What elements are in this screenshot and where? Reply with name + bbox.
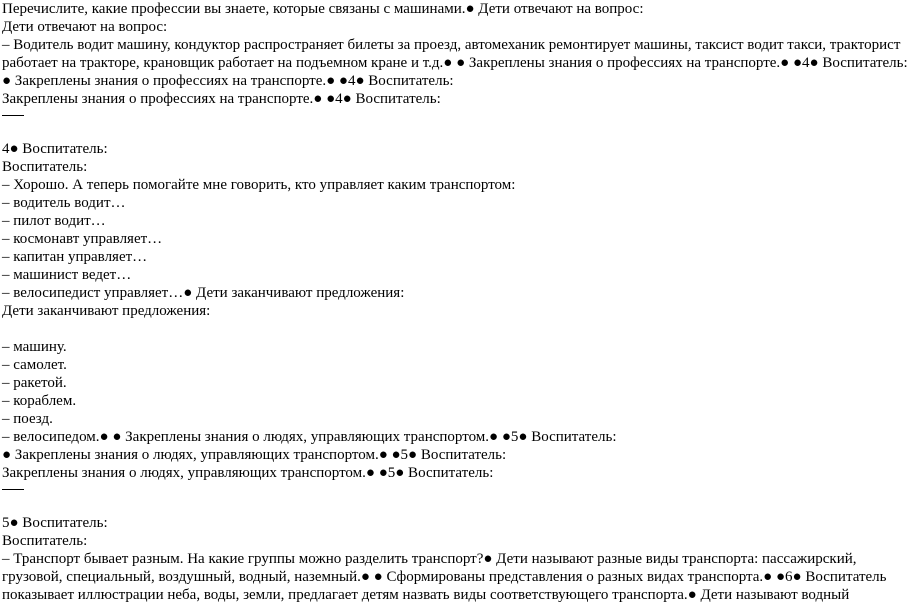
text-line: Перечислите, какие профессии вы знаете, которые связаны с машинами.● Дети отвечают на вопрос:: [2, 1, 644, 17]
list-item: – ракетой.: [2, 375, 67, 391]
text-line: показывает иллюстрации неба, воды, земли, предлагает детям назвать виды соответствующего транспорта.● Дети называют водный: [2, 587, 850, 603]
list-item: – машину.: [2, 339, 67, 355]
text-line: Дети отвечают на вопрос:: [2, 19, 168, 35]
list-item: – кораблем.: [2, 393, 77, 409]
text-line: – Транспорт бывает разным. На какие группы можно разделить транспорт?● Дети называют разные виды транспорта: пассажирский,: [2, 551, 857, 567]
list-item: – капитан управляет…: [2, 249, 148, 265]
list-item: – велосипедист управляет…● Дети заканчивают предложения:: [2, 285, 405, 301]
list-item: – самолет.: [2, 357, 67, 373]
list-item: – водитель водит…: [2, 195, 126, 211]
blank-line: [2, 496, 814, 514]
text-line: ● Закреплены знания о профессиях на транспорте.● ●4● Воспитатель:: [2, 73, 454, 89]
text-line: Воспитатель:: [2, 159, 88, 175]
separator-rule: [2, 482, 814, 496]
blank-line: [2, 320, 814, 338]
text-line: 5● Воспитатель:: [2, 515, 108, 531]
list-item: – космонавт управляет…: [2, 231, 163, 247]
list-item: – пилот водит…: [2, 213, 106, 229]
text-line: Закреплены знания о профессиях на транспорте.● ●4● Воспитатель:: [2, 91, 441, 107]
list-item: – поезд.: [2, 411, 53, 427]
separator-rule: [2, 108, 814, 122]
text-line: Воспитатель:: [2, 533, 88, 549]
list-item: – машинист ведет…: [2, 267, 132, 283]
text-line: грузовой, специальный, воздушный, водный, наземный.● ● Сформированы представления о разных видах транспорта.● ●6● Воспитатель: [2, 569, 887, 585]
text-line: 4● Воспитатель:: [2, 141, 108, 157]
text-line: Дети заканчивают предложения:: [2, 303, 211, 319]
text-line: – Хорошо. А теперь помогайте мне говорить, кто управляет каким транспортом:: [2, 177, 516, 193]
text-line: Закреплены знания о людях, управляющих транспортом.● ●5● Воспитатель:: [2, 465, 494, 481]
list-item: – велосипедом.● ● Закреплены знания о людях, управляющих транспортом.● ●5● Воспитатель:: [2, 429, 617, 445]
blank-line: [2, 122, 814, 140]
text-line: – Водитель водит машину, кондуктор распространяет билеты за проезд, автомеханик ремонтирует машины, таксист водит такси, тракторист: [2, 37, 901, 53]
text-line: ● Закреплены знания о людях, управляющих транспортом.● ●5● Воспитатель:: [2, 447, 507, 463]
text-line: работает на тракторе, крановщик работает на подъемном кране и т.д.● ● Закреплены знания о профессиях на транспорте.● ●4● Воспитатель:: [2, 55, 908, 71]
